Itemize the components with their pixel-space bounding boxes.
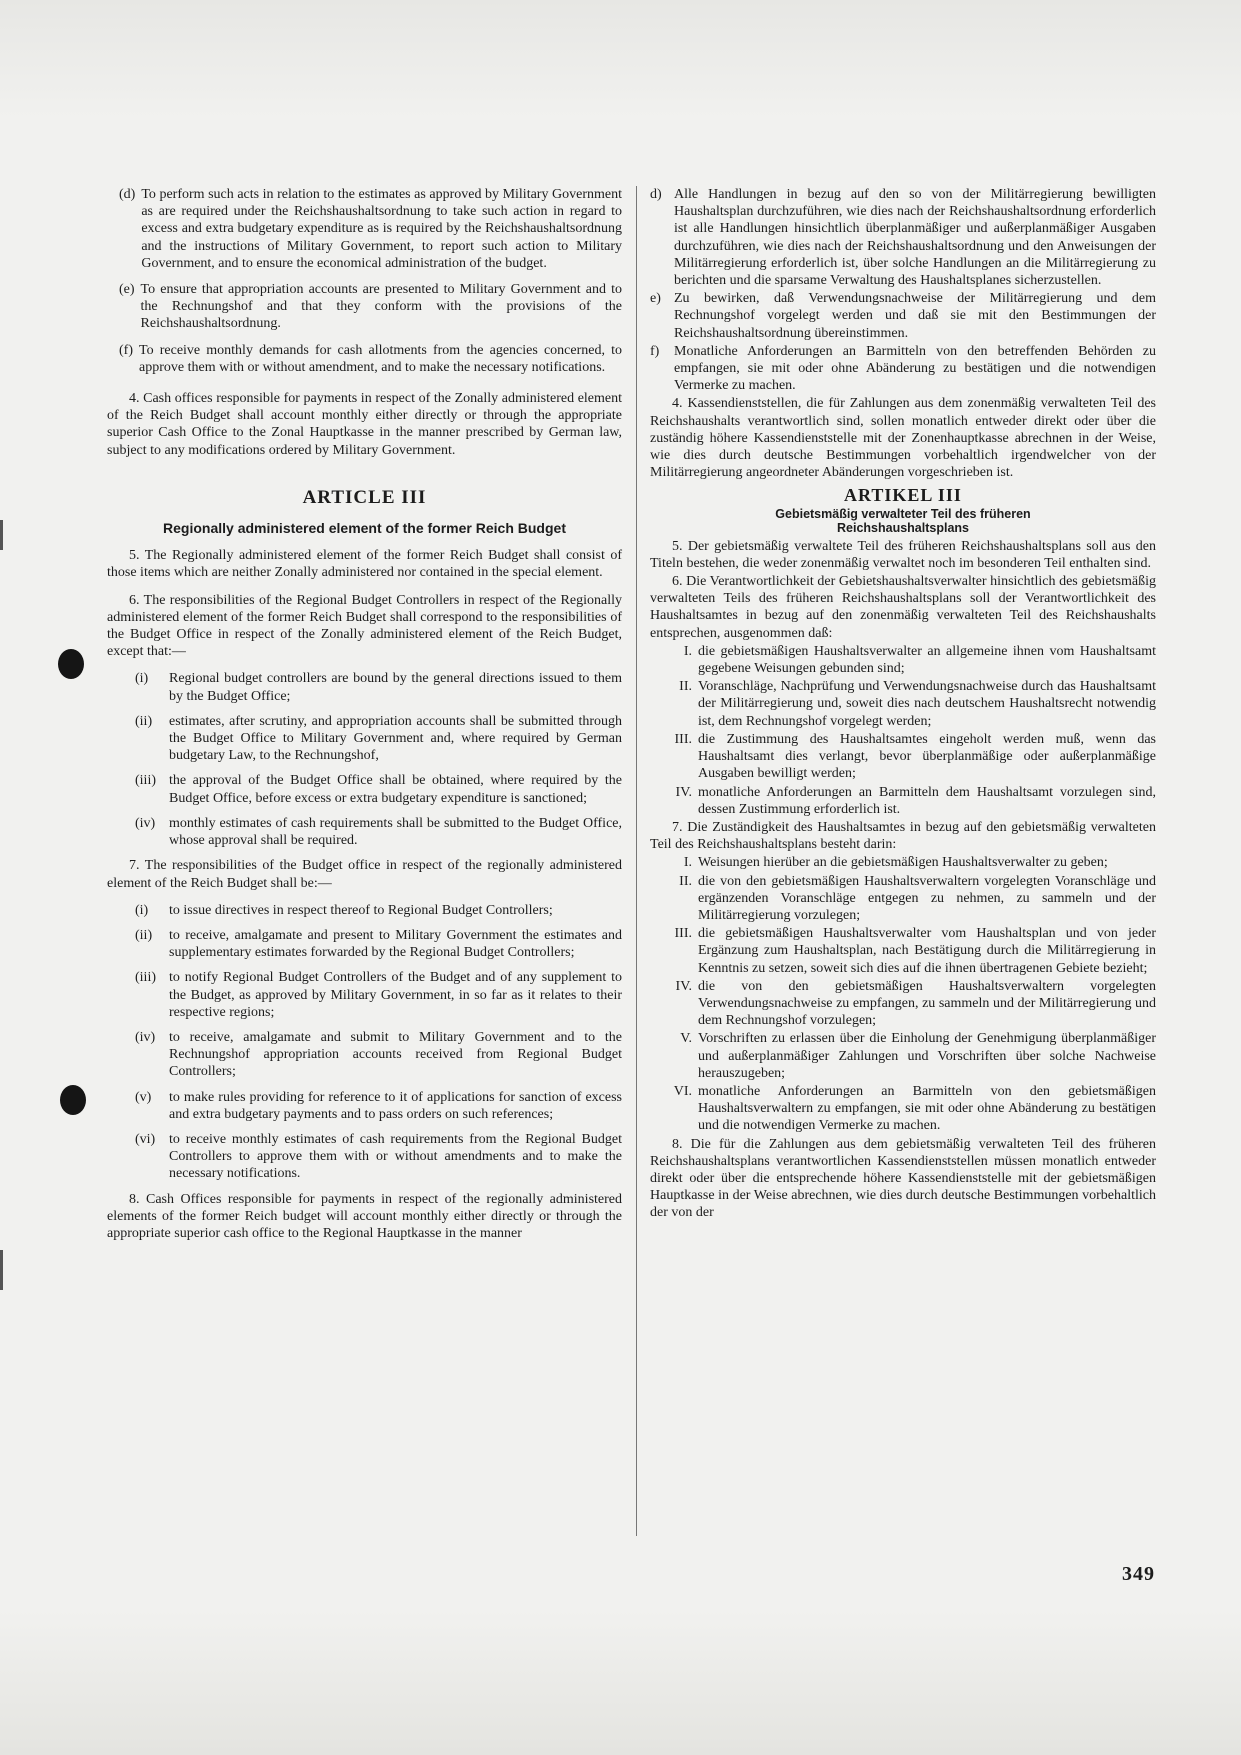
punch-hole <box>58 649 84 679</box>
item-text: to issue directives in respect thereof to Regional Budget Controllers; <box>169 902 553 918</box>
para7-item <box>135 969 622 1021</box>
clause-f <box>650 343 1156 395</box>
clause-marker: d) <box>650 187 662 202</box>
punch-hole <box>60 1085 86 1115</box>
clause-marker: (f) <box>119 342 133 358</box>
paragraph-8: 8. Cash Offices responsible for payments in respect of the regionally administered elements of the former Reich budget will account monthly either directly or through the appropriate superior cash office to the Regional Hauptkasse in the manner <box>107 1191 622 1241</box>
item-text: to notify Regional Budget Controllers of the Budget and of any supplement to the Budget, as approved by Military Government, in so far as it relates to their respective regions; <box>169 970 622 1020</box>
item-text: to make rules providing for reference to it of applications for sanction of excess and extra budgetary payments and to pass orders on such references; <box>169 1089 622 1122</box>
article-heading: ARTICLE III <box>302 486 427 508</box>
clause-text: To ensure that appropriation accounts are presented to Military Government and to the Rechnungshof and that they conform with the provisions of the Reichshaushaltsordnung. <box>140 282 622 332</box>
item-marker: I. <box>683 855 692 871</box>
item-text: die Zustimmung des Haushaltsamtes eingeholt werden muß, wenn das Haushaltsamt dies verlangt, bevor überplanmäßige oder außerplanmäßige Ausgaben bewilligt werden; <box>698 731 1156 782</box>
para6-item <box>135 670 622 704</box>
clause-d <box>650 186 1156 289</box>
para7-item <box>650 978 1156 1030</box>
para7-item <box>135 902 622 919</box>
paragraph-4: 4. Cash offices responsible for payments in respect of the Zonally administered element of the Reich Budget shall account monthly either directly or through the appropriate superior Cash Office to the Zonal Hauptkasse in the manner prescribed by German law, subject to any modifications ordered by Military Government. <box>107 391 622 458</box>
para7-item <box>650 873 1156 925</box>
paragraph-7: 7. Die Zuständigkeit des Haushaltsamtes in bezug auf den gebietsmäßig verwalteten Teil des Reichshaushaltsplans besteht darin: <box>650 819 1156 853</box>
item-marker: I. <box>683 643 692 659</box>
item-text: Voranschläge, Nachprüfung und Verwendungsnachweise durch das Haushaltsamt der Militärregierung und, soweit dies nach deutschem Haushaltsrecht notwendig ist, dem Rechnungshof vorgelegt werden; <box>698 679 1156 729</box>
item-text: estimates, after scrutiny, and appropriation accounts shall be submitted through the Budget Office to Military Government and, where required by German budgetary Law, to the Rechnungshof, <box>169 713 622 764</box>
para6-item <box>135 815 622 849</box>
item-marker: II. <box>679 679 692 695</box>
para6-item <box>650 678 1156 730</box>
item-marker: (vi) <box>135 1131 156 1147</box>
para7-item <box>650 1083 1156 1135</box>
article-subheading: Regionally administered element of the former Reich Budget <box>163 520 566 537</box>
para7-item <box>650 854 1156 871</box>
item-text: to receive, amalgamate and present to Military Government the estimates and supplementary estimates forwarded by the Regional Budget Controllers; <box>169 927 622 961</box>
paragraph-6: 6. The responsibilities of the Regional Budget Controllers in respect of the Regionally administered element of the former Reich Budget shall correspond to the responsibilities of the Budget Office in respect of the Zonally administered element of the Reich Budget, except that:— <box>107 592 622 660</box>
item-marker: (i) <box>135 671 149 687</box>
para6-item <box>650 784 1156 818</box>
paragraph-8: 8. Die für die Zahlungen aus dem gebietsmäßig verwalteten Teil des früheren Reichshaushaltsplans verantwortlichen Kassendienststellen müssen monatlich entweder direkt oder über die entsprechende höhere Kassendienststelle mit der gebietsmäßigen Hauptkasse in der Weise abrechnen, wie dies durch deutsche Bestimmungen vorbehaltlich der von der <box>650 1136 1156 1221</box>
para6-item <box>135 713 622 765</box>
item-marker: (iii) <box>135 773 156 789</box>
item-text: monthly estimates of cash requirements shall be submitted to the Budget Office, whose approval shall be required. <box>169 815 622 849</box>
para6-item <box>650 731 1156 783</box>
para6-item <box>135 772 622 806</box>
item-text: Vorschriften zu erlassen über die Einholung der Genehmigung überplanmäßiger und außerplanmäßiger Zahlungen und Vorschriften über solche Nachweise herauszugeben; <box>698 1031 1156 1081</box>
item-text: the approval of the Budget Office shall be obtained, where required by the Budget Office, before excess or extra budgetary expenditure is sanctioned; <box>169 773 622 806</box>
item-text: monatliche Anforderungen an Barmitteln dem Haushaltsamt vorzulegen sind, dessen Zustimmung erforderlich ist. <box>698 784 1156 817</box>
item-text: die gebietsmäßigen Haushaltsverwalter an allgemeine ihnen vom Haushaltsamt gegebene Weisungen gebunden sind; <box>698 643 1156 677</box>
item-marker: (i) <box>135 902 149 918</box>
item-marker: II. <box>679 873 692 889</box>
item-text: monatliche Anforderungen an Barmitteln von den gebietsmäßigen Haushaltsverwaltern zu empfangen, sie mit oder ohne Abänderung zu bestätigen und die notwendigen Vermerke zu machen. <box>698 1083 1156 1134</box>
item-marker: (iv) <box>135 1029 156 1045</box>
clause-marker: (e) <box>119 282 135 298</box>
item-text: to receive, amalgamate and submit to Military Government and to the Rechnungshof appropriation accounts received from Regional Budget Controllers; <box>169 1029 622 1080</box>
clause-e <box>650 290 1156 342</box>
para7-item <box>135 1029 622 1081</box>
article-subheading-line: Gebietsmäßig verwalteter Teil des früheren <box>775 506 1031 521</box>
item-marker: IV. <box>675 978 692 994</box>
paragraph-5: 5. Der gebietsmäßig verwaltete Teil des früheren Reichshaushaltsplans soll aus den Titeln bestehen, die weder zonenmäßig verwaltet noch im besonderen Teil enthalten sind. <box>650 538 1156 571</box>
para6-item <box>650 643 1156 677</box>
para7-item <box>650 925 1156 977</box>
clause-text: Zu bewirken, daß Verwendungsnachweise der Militärregierung und dem Rechnungshof vorgelegt werden und daß sie mit den Bestimmungen der Reichshaushaltsordnung übereinstimmen. <box>674 291 1156 341</box>
para7-item <box>650 1030 1156 1082</box>
item-marker: (iii) <box>135 970 156 986</box>
page-number: 349 <box>1122 1563 1155 1585</box>
item-marker: (v) <box>135 1089 152 1105</box>
item-text: die gebietsmäßigen Haushaltsverwalter vom Haushaltsplan und von jeder Ergänzung zum Haushaltsplan, nach Bestätigung durch die Militärregierung in Kenntnis zu setzen, soweit sich dies auf die ihnen übertragenen Gebiete bezieht; <box>698 926 1156 976</box>
english-column <box>107 186 622 1252</box>
item-text: die von den gebietsmäßigen Haushaltsverwaltern vorgelegten Voranschläge und ergänzenden Voranschläge entgegen zu nehmen, zu sammeln und der Militärregierung vorzulegen; <box>698 873 1156 923</box>
item-text: Weisungen hierüber an die gebietsmäßigen Haushaltsverwalter zu geben; <box>698 855 1108 871</box>
scan-shadow-bottom <box>0 1610 1241 1755</box>
paragraph-5: 5. The Regionally administered element of the former Reich Budget shall consist of those items which are neither Zonally administered nor contained in the special element. <box>107 548 622 581</box>
item-marker: (iv) <box>135 815 156 831</box>
clause-marker: e) <box>650 291 661 307</box>
para7-item <box>135 927 622 961</box>
clause-text: To perform such acts in relation to the estimates as approved by Military Government as are required under the Reichshaushaltsordnung to take such action in regard to excess and extra budgetary expenditure as is required by the Reichshaushaltsordnung and the instructions of Military Government, to report such action to Military Government, and to ensure the economical administration of the budget. <box>141 187 622 271</box>
item-marker: III. <box>674 731 692 747</box>
clause-text: Monatliche Anforderungen an Barmitteln von den betreffenden Behörden zu empfangen, sie mit oder ohne Abänderung zu bestätigen und die notwendigen Vermerke zu machen. <box>674 343 1156 394</box>
paragraph-6: 6. Die Verantwortlichkeit der Gebietshaushaltsverwalter hinsichtlich des gebietsmäßig verwalteten Teils des früheren Reichshaushaltsplans soll der Verantwortlichkeit des Haushaltsamtes in bezug auf den zonenmäßig verwalteten Teil des Reichshaushalts entsprechen, ausgenommen daß: <box>650 574 1156 641</box>
german-column <box>650 186 1156 1223</box>
article-subheading-line: Reichshaushaltsplans <box>837 520 969 535</box>
item-text: to receive monthly estimates of cash requirements from the Regional Budget Controllers to approve them with or without amendments and to make the necessary notifications. <box>169 1131 622 1182</box>
item-marker: V. <box>680 1031 692 1047</box>
item-marker: III. <box>674 926 692 942</box>
para7-item <box>135 1089 622 1123</box>
article-heading: ARTIKEL III <box>844 485 962 506</box>
clause-text: To receive monthly demands for cash allotments from the agencies concerned, to approve them with or without amendment, and to make the necessary notifications. <box>139 342 622 375</box>
item-marker: IV. <box>675 784 692 800</box>
clause-marker: (d) <box>119 187 136 202</box>
clause-marker: f) <box>650 343 660 359</box>
clause-e <box>119 281 622 333</box>
item-marker: VI. <box>673 1083 692 1099</box>
item-marker: (ii) <box>135 713 153 729</box>
paragraph-7: 7. The responsibilities of the Budget office in respect of the regionally administered element of the Reich Budget shall be:— <box>107 858 622 891</box>
scan-shadow-top <box>0 0 1241 118</box>
para7-item <box>135 1131 622 1183</box>
clause-f <box>119 342 622 376</box>
item-marker: (ii) <box>135 927 153 943</box>
column-divider <box>636 186 637 1536</box>
item-text: die von den gebietsmäßigen Haushaltsverwaltern vorgelegten Verwendungsnachweise zu empfangen, zu sammeln und der Militärregierung und dem Rechnungshof vorzulegen; <box>698 978 1156 1029</box>
clause-text: Alle Handlungen in bezug auf den so von der Militärregierung bewilligten Haushaltsplan durchzuführen, wie dies nach der Reichshaushaltsordnung erforderlich ist alle Handlungen hinsichtlich überplanmäßiger und außerplanmäßiger Ausgaben durchzuführen, wie dies nach der Reichshaushaltsordnung und den Anweisungen der Militärregierung erforderlich ist, über solche Handlungen an die Militärregierung zu berichten und die sparsame Verwaltung des Haushaltsplanes sicherzustellen. <box>674 187 1156 289</box>
paragraph-4: 4. Kassendienststellen, die für Zahlungen aus dem zonenmäßig verwalteten Teil des Reichshaushalts verantwortlich sind, sollen monatlich entweder direkt oder über die zuständig höhere Kassendienststelle mit der Zonenhauptkasse abrechnen in der Weise, wie dies durch deutsche Bestimmungen vorbehaltlich irgendwelcher von der Militärregierung angeordneter Abänderungen vorgeschrieben ist. <box>650 396 1156 481</box>
scan-edge-mark <box>0 520 3 550</box>
clause-d <box>119 186 622 272</box>
item-text: Regional budget controllers are bound by the general directions issued to them by the Budget Office; <box>169 671 622 704</box>
article-subheading <box>650 507 1156 535</box>
scan-edge-mark <box>0 1250 3 1290</box>
